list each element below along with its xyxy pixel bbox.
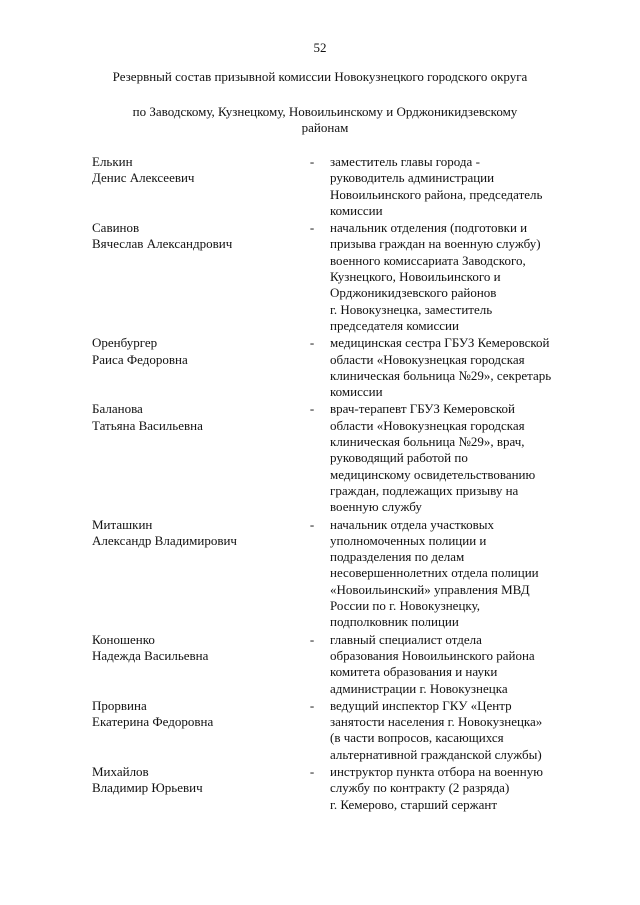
member-role-line: инструктор пункта отбора на военную (330, 763, 543, 779)
member-role-line: начальник отделения (подготовки и (330, 220, 528, 236)
page-number: 52 (313, 40, 327, 55)
member-role-line: альтернативной гражданской службы) (330, 746, 542, 762)
member-name (92, 517, 302, 550)
member-role-line: ведущий инспектор ГКУ «Центр (330, 697, 512, 713)
member-name (92, 220, 302, 253)
member-role-line: начальник отдела участковых (330, 516, 495, 532)
member-role-line: «Новоильинский» управления МВД (330, 581, 530, 597)
member-role-line: председателя комиссии (330, 317, 459, 333)
member-role-line: военного комиссариата Заводского, (330, 252, 526, 268)
member-dash: - (309, 763, 315, 779)
member-role-line: уполномоченных полиции и (330, 532, 487, 548)
member-entry (0, 335, 640, 400)
member-dash: - (309, 631, 315, 647)
member-role-line: главный специалист отдела (330, 631, 482, 647)
member-surname: Елькин (92, 154, 133, 169)
member-role-line: г. Новокузнецка, заместитель (330, 301, 493, 317)
member-entry (0, 764, 640, 813)
member-role-line: комиссии (330, 202, 383, 218)
member-role-line: руководящий работой по (330, 450, 468, 466)
document-title: Резервный состав призывной комиссии Новокузнецкого городского округа (112, 69, 528, 84)
member-list (0, 154, 640, 814)
member-entry (0, 154, 640, 219)
member-given-names: Владимир Юрьевич (92, 780, 203, 796)
member-dash: - (309, 335, 315, 351)
member-role-line: области «Новокузнецкая городская (330, 351, 525, 367)
member-role (330, 401, 595, 515)
member-given-names: Татьяна Васильевна (92, 417, 203, 433)
member-role-line: Кузнецкого, Новоильинского и (330, 269, 501, 285)
member-surname: Михайлов (92, 763, 149, 779)
member-role (330, 632, 595, 697)
member-role (330, 154, 595, 219)
member-role-line: клиническая больница №29», секретарь (330, 367, 552, 383)
member-role (330, 335, 595, 400)
member-given-names: Александр Владимирович (92, 532, 237, 548)
member-role-line: медицинская сестра ГБУЗ Кемеровской (330, 335, 550, 351)
member-dash: - (309, 697, 315, 713)
member-role-line: г. Кемерово, старший сержант (330, 796, 498, 812)
member-given-names: Раиса Федоровна (92, 351, 188, 367)
member-name (92, 632, 302, 665)
member-surname: Савинов (92, 220, 140, 236)
member-role-line: призыва граждан на военную службу) (330, 236, 541, 252)
member-role-line: медицинскому освидетельствованию (330, 466, 536, 482)
member-entry (0, 220, 640, 334)
member-surname: Коношенко (92, 631, 155, 647)
member-role-line: заместитель главы города - (330, 154, 480, 169)
member-dash: - (309, 401, 315, 417)
member-role (330, 764, 595, 813)
member-role-line: занятости населения г. Новокузнецка» (330, 714, 543, 730)
member-given-names: Вячеслав Александрович (92, 236, 233, 252)
member-surname: Миташкин (92, 516, 153, 532)
member-role-line: (в части вопросов, касающихся (330, 730, 504, 746)
member-role-line: комиссии (330, 384, 383, 400)
member-role-line: руководитель администрации (330, 170, 495, 186)
member-role-line: несовершеннолетних отдела полиции (330, 565, 539, 581)
member-name (92, 154, 302, 187)
member-role-line: подполковник полиции (330, 614, 459, 630)
member-entry (0, 401, 640, 515)
member-role-line: граждан, подлежащих призыву на (330, 482, 519, 498)
member-role (330, 220, 595, 334)
member-role-line: комитета образования и науки (330, 664, 498, 680)
member-surname: Баланова (92, 401, 143, 417)
document-subtitle (90, 104, 560, 136)
member-role-line: Новоильинского района, председатель (330, 186, 543, 202)
member-role-line: врач-терапевт ГБУЗ Кемеровской (330, 401, 515, 417)
member-role-line: России по г. Новокузнецку, (330, 598, 480, 614)
member-name (92, 764, 302, 797)
member-role-line: администрации г. Новокузнецка (330, 680, 508, 696)
member-role-line: военную службу (330, 499, 422, 515)
member-role-line: области «Новокузнецкая городская (330, 417, 525, 433)
member-role-line: службу по контракту (2 разряда) (330, 780, 510, 796)
member-dash: - (309, 220, 315, 236)
member-entry (0, 517, 640, 631)
member-entry (0, 698, 640, 763)
member-role-line: Орджоникидзевского районов (330, 285, 497, 301)
subtitle-line: районам (301, 120, 349, 135)
member-surname: Прорвина (92, 697, 147, 713)
member-role (330, 517, 595, 631)
member-name (92, 335, 302, 368)
member-given-names: Надежда Васильевна (92, 647, 209, 663)
member-given-names: Денис Алексеевич (92, 170, 195, 186)
member-entry (0, 632, 640, 697)
member-given-names: Екатерина Федоровна (92, 714, 214, 730)
member-name (92, 401, 302, 434)
member-role-line: клиническая больница №29», врач, (330, 434, 525, 450)
member-role (330, 698, 595, 763)
member-surname: Оренбургер (92, 335, 158, 351)
member-role-line: подразделения по делам (330, 549, 465, 565)
member-dash: - (309, 154, 315, 169)
member-dash: - (309, 516, 315, 532)
subtitle-line: по Заводскому, Кузнецкому, Новоильинскому и Орджоникидзевскому (132, 104, 518, 119)
member-name (92, 698, 302, 731)
member-role-line: образования Новоильинского района (330, 647, 535, 663)
